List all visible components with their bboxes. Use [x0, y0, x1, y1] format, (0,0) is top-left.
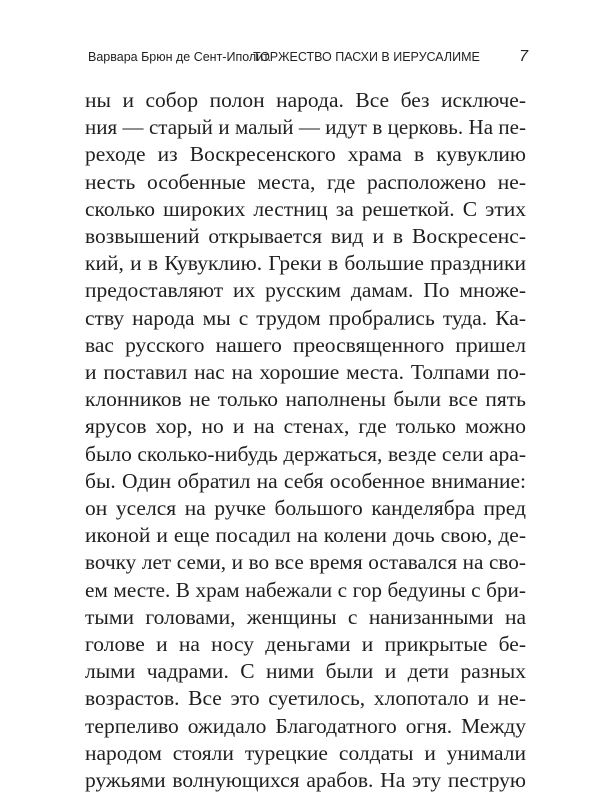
text-line: бы. Один обратил на себя особенное внимание: [85, 468, 526, 493]
text-line: ярусов хор, но и на стенах, где только можно [85, 414, 526, 439]
running-head-title: ТОРЖЕСТВО ПАСХИ В ИЕРУСАЛИМЕ [253, 50, 480, 64]
text-line: и поставил нас на хорошие места. Толпами по- [85, 360, 526, 385]
body-text [85, 87, 526, 794]
page-number: 7 [519, 48, 528, 65]
text-line: иконой и еще посадил на колени дочь свою, де- [85, 523, 526, 548]
text-line: лыми чадрами. С ними были и дети разных [85, 659, 526, 684]
text-line: народом стояли турецкие солдаты и унимали [85, 740, 526, 765]
text-line: кий, и в Кувуклию. Греки в большие праздники [85, 251, 526, 276]
running-head [88, 50, 528, 70]
text-line: ству народа мы с трудом пробрались туда. Ка- [85, 305, 526, 330]
text-line: предоставляют их русским дамам. По множе- [85, 278, 526, 303]
text-line: вас русского нашего преосвященного пришел [85, 332, 526, 357]
text-line: голове и на носу деньгами и прикрытые бе- [85, 632, 526, 657]
text-line: несть особенные места, где расположено не- [85, 169, 526, 194]
text-line: ружьями волнующихся арабов. На эту пеструю [85, 768, 526, 793]
text-line: терпеливо ожидало Благодатного огня. Между [85, 713, 526, 738]
text-line: ния — старый и малый — идут в церковь. На пе- [85, 115, 526, 140]
text-line: сколько широких лестниц за решеткой. С этих [85, 196, 526, 221]
text-line: он уселся на ручке большого канделябра пред [85, 496, 526, 521]
text-line: ны и собор полон народа. Все без исключе- [85, 88, 526, 112]
text-line: реходе из Воскресенского храма в кувуклию [85, 142, 526, 167]
text-line: возвышений открывается вид и в Воскресенс- [85, 224, 526, 249]
text-line: тыми головами, женщины с нанизанными на [85, 604, 526, 629]
text-line: было сколько-нибудь держаться, везде сели ара- [85, 441, 526, 466]
text-line: возрастов. Все это суетилось, хлопотало и не- [85, 686, 526, 711]
running-head-author: Варвара Брюн де Сент-Иполит. [88, 50, 271, 64]
text-line: ем месте. В храм набежали с гор бедуины с бри- [85, 577, 526, 602]
text-line: клонников не только наполнены были все пять [85, 387, 526, 412]
text-line: вочку лет семи, и во все время оставался на сво- [85, 550, 526, 575]
